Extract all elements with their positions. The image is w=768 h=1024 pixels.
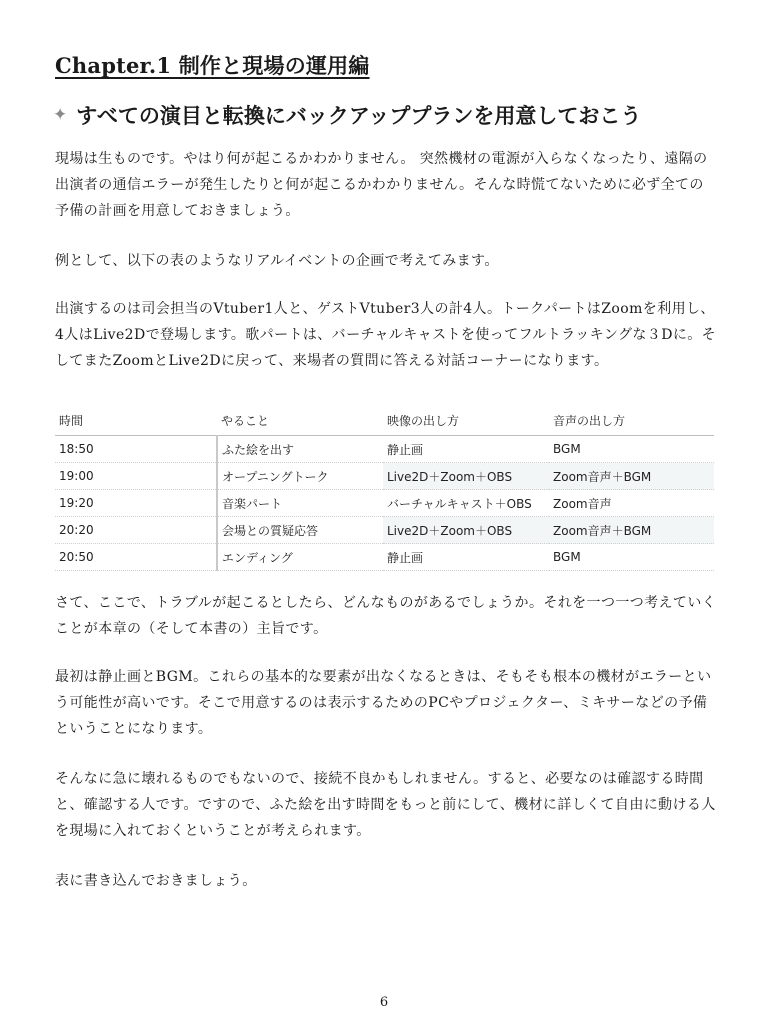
cell-time: 20:50 — [55, 544, 217, 571]
header-video: 映像の出し方 — [383, 405, 549, 436]
paragraph-intro: 現場は生ものです。やはり何が起こるかわかりません。 突然機材の電源が入らなくなったり、遠隔の出演者の通信エラーが発生したりと何が起こるかわかりません。そんな時慌てないために必ず全ての予備の計画を用意しておきましょう。 — [55, 151, 708, 219]
cell-activity: 会場との質疑応答 — [217, 517, 383, 544]
paragraph-example: 例として、以下の表のようなリアルイベントの企画で考えてみます。 — [55, 253, 499, 269]
table-row — [55, 490, 714, 517]
section-heading — [53, 100, 641, 130]
cell-activity: ふた絵を出す — [217, 436, 383, 463]
cell-video: バーチャルキャスト＋OBS — [383, 490, 549, 517]
cell-activity: オープニングトーク — [217, 463, 383, 490]
cell-activity: 音楽パート — [217, 490, 383, 517]
header-audio: 音声の出し方 — [549, 405, 714, 436]
schedule-table — [55, 405, 714, 571]
header-time: 時間 — [55, 405, 217, 436]
paragraph-trouble: さて、ここで、トラブルが起こるとしたら、どんなものがあるでしょうか。それを一つ一つ考えていくことが本章の（そして本書の）主旨です。 — [55, 595, 717, 637]
table-row — [55, 517, 714, 544]
table-row — [55, 544, 714, 571]
paragraph-still-image: 最初は静止画とBGM。これらの基本的な要素が出なくなるときは、そもそも根本の機材がエラーという可能性が高いです。そこで用意するのは表示するためのPCやプロジェクター、ミキサーなどの予備ということになります。 — [55, 669, 712, 737]
table-row — [55, 463, 714, 490]
chapter-title: Chapter.1 制作と現場の運用編 — [55, 53, 370, 78]
cell-audio: Zoom音声＋BGM — [549, 463, 714, 490]
paragraph-performers: 出演するのは司会担当のVtuber1人と、ゲストVtuber3人の計4人。トークパートはZoomを利用し、4人はLive2Dで登場します。歌パートは、バーチャルキャストを使ってフルトラッキングな３Dに。そしてまたZoomとLive2Dに戻って、来場者の質問に答える対話コーナーになります。 — [55, 301, 717, 369]
paragraph-connection: そんなに急に壊れるものでもないので、接続不良かもしれません。すると、必要なのは確認する時間と、確認する人です。ですので、ふた絵を出す時間をもっと前にして、機材に詳しくて自由に動ける人を現場に入れておくということが考えられます。 — [55, 771, 716, 839]
cell-video: Live2D＋Zoom＋OBS — [383, 517, 549, 544]
section-heading-text: すべての演目と転換にバックアッププランを用意しておこう — [76, 104, 642, 128]
cell-audio: BGM — [549, 544, 714, 571]
cell-activity: エンディング — [217, 544, 383, 571]
table-header-row — [55, 405, 714, 436]
cell-time: 19:00 — [55, 463, 217, 490]
cell-video: Live2D＋Zoom＋OBS — [383, 463, 549, 490]
table-row — [55, 436, 714, 463]
cell-video: 静止画 — [383, 436, 549, 463]
cell-time: 18:50 — [55, 436, 217, 463]
cell-audio: Zoom音声＋BGM — [549, 517, 714, 544]
header-activity: やること — [217, 405, 383, 436]
cell-time: 19:20 — [55, 490, 217, 517]
page-number: 6 — [379, 995, 389, 1010]
cell-audio: BGM — [549, 436, 714, 463]
cell-audio: Zoom音声 — [549, 490, 714, 517]
cell-time: 20:20 — [55, 517, 217, 544]
sparkle-icon: ✦ — [53, 105, 68, 125]
paragraph-fill-table: 表に書き込んでおきましょう。 — [55, 873, 257, 889]
cell-video: 静止画 — [383, 544, 549, 571]
